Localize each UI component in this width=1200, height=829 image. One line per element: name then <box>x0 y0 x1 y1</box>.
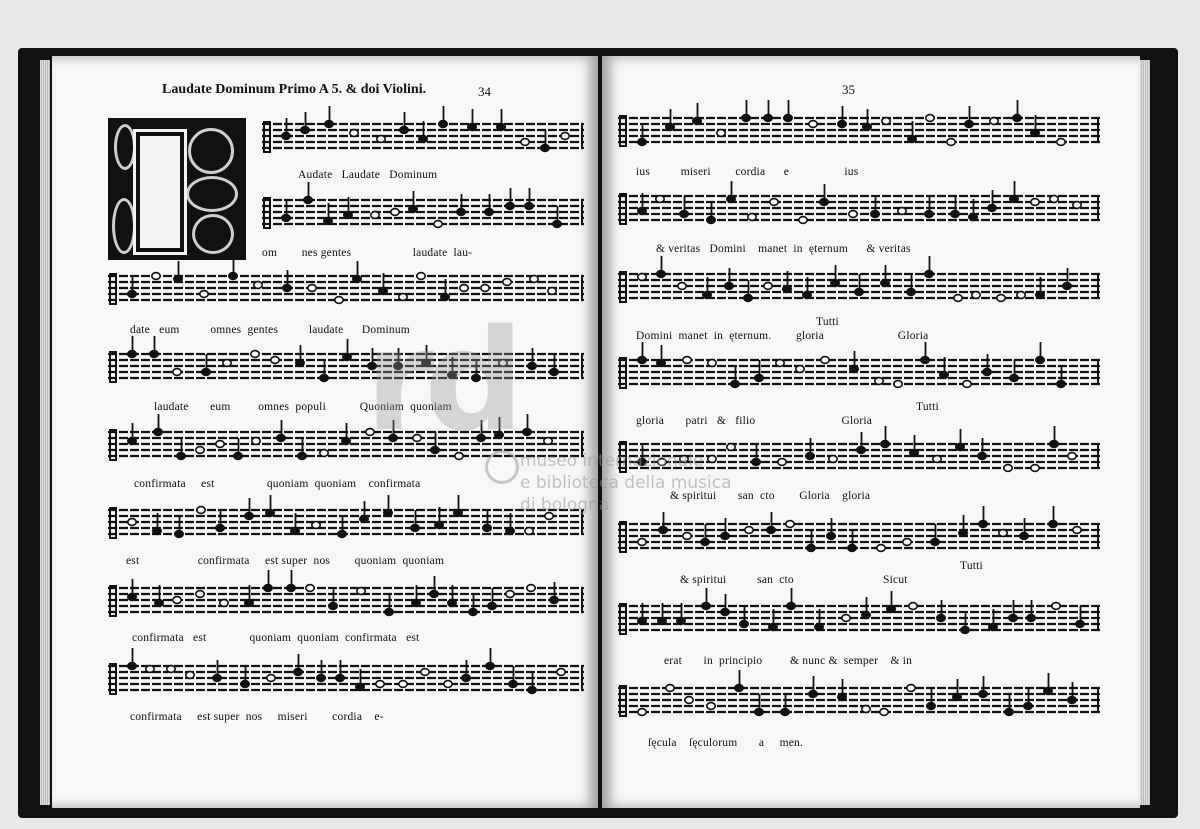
note-head <box>267 675 275 682</box>
lyric-line: confirmata est quoniam quoniam confirmata est <box>132 632 420 644</box>
music-staff <box>108 580 584 630</box>
note-head <box>821 357 829 364</box>
note-head <box>708 360 716 367</box>
note-head <box>173 597 181 604</box>
note-head <box>196 447 204 454</box>
note-head <box>399 681 407 688</box>
note-head <box>829 456 837 463</box>
watermark-line: e biblioteca della musica <box>520 473 732 493</box>
note-head <box>320 450 328 457</box>
note-head <box>963 381 971 388</box>
note-head <box>200 291 208 298</box>
note-head <box>954 295 962 302</box>
note-head <box>220 600 228 607</box>
lyric-line: & spiritui san cto Sicut <box>680 574 908 586</box>
note-head <box>444 681 452 688</box>
note-head <box>1031 465 1039 472</box>
note-head <box>683 533 691 540</box>
note-head <box>128 519 136 526</box>
music-staff <box>618 188 1100 238</box>
lyric-line: confirmata est quoniam quoniam confirmata <box>134 478 421 490</box>
note-head <box>371 212 379 219</box>
note-head <box>186 672 194 679</box>
lyric-line: Domini manet in ęternum. gloria Gloria <box>636 330 929 342</box>
note-head <box>561 133 569 140</box>
note-head <box>506 591 514 598</box>
lyric-line: confirmata est super nos miseri cordia e- <box>130 711 384 723</box>
note-head <box>666 685 674 692</box>
note-head <box>152 273 160 280</box>
lyric-line: om nes gentes laudate lau- <box>262 247 473 259</box>
note-head <box>862 706 870 713</box>
note-head <box>335 297 343 304</box>
watermark-logo: rd <box>365 300 515 463</box>
lyric-line: laudate eum omnes populi Quoniam quoniam <box>154 401 452 413</box>
note-head <box>717 130 725 137</box>
note-head <box>548 288 556 295</box>
note-head <box>421 669 429 676</box>
note-head <box>1073 527 1081 534</box>
note-head <box>764 283 772 290</box>
note-head <box>391 209 399 216</box>
note-head <box>898 208 906 215</box>
lyric-line: erat in principio & nunc & semper & in <box>664 655 913 667</box>
note-head <box>271 357 279 364</box>
note-head <box>849 211 857 218</box>
note-head <box>786 521 794 528</box>
music-staff <box>108 658 584 708</box>
music-staff <box>618 266 1100 316</box>
note-head <box>1068 453 1076 460</box>
note-head <box>146 666 154 673</box>
music-staff <box>108 502 584 552</box>
note-head <box>251 351 259 358</box>
note-head <box>678 283 686 290</box>
note-head <box>306 585 314 592</box>
lyric-line: & spiritui san cto Gloria gloria <box>670 490 871 502</box>
note-head <box>527 585 535 592</box>
tutti-marking: Tutti <box>916 401 939 413</box>
note-head <box>1073 202 1081 209</box>
note-head <box>999 530 1007 537</box>
note-head <box>308 285 316 292</box>
music-staff <box>618 598 1100 648</box>
note-head <box>894 381 902 388</box>
note-head <box>990 118 998 125</box>
lyric-line: date eum omnes gentes laudate Dominum <box>130 324 410 336</box>
note-head <box>778 459 786 466</box>
watermark-line: di bologna <box>520 495 610 515</box>
watermark-text <box>520 450 732 516</box>
note-head <box>196 591 204 598</box>
note-head <box>638 539 646 546</box>
right-page-edges <box>1140 60 1150 805</box>
music-staff <box>262 192 584 242</box>
note-head <box>357 588 365 595</box>
note-head <box>799 217 807 224</box>
note-head <box>707 703 715 710</box>
note-head <box>903 539 911 546</box>
note-head <box>776 360 784 367</box>
note-head <box>745 527 753 534</box>
note-head <box>530 276 538 283</box>
note-head <box>254 282 262 289</box>
lyric-line: Audate Laudate Dominum <box>298 169 438 181</box>
note-head <box>544 438 552 445</box>
page-number-right: 35 <box>842 82 855 97</box>
tutti-marking: Tutti <box>960 560 983 572</box>
note-head <box>350 130 358 137</box>
note-head <box>842 615 850 622</box>
lyric-line: gloria patri & filio Gloria <box>636 415 873 427</box>
note-head <box>882 118 890 125</box>
music-staff <box>618 680 1100 730</box>
lyric-line: ſęcula ſęculorum a men. <box>648 737 804 749</box>
lyric-line: est confirmata est super nos quoniam quoniam <box>126 555 445 567</box>
watermark-line: museo internazionale <box>520 451 704 471</box>
note-head <box>557 669 565 676</box>
music-staff <box>262 116 584 166</box>
watermark-emblem <box>485 450 519 484</box>
music-staff <box>618 352 1100 402</box>
music-staff <box>618 516 1100 566</box>
piece-title: Laudate Dominum Primo A 5. & doi Violini. <box>162 82 427 97</box>
note-head <box>460 285 468 292</box>
note-head <box>521 139 529 146</box>
note-head <box>434 221 442 228</box>
note-head <box>796 366 804 373</box>
page-number-left: 34 <box>478 84 491 99</box>
note-head <box>1052 603 1060 610</box>
note-head <box>1057 139 1065 146</box>
music-staff <box>618 110 1100 160</box>
note-head <box>167 666 175 673</box>
left-page-edges <box>40 60 50 805</box>
note-head <box>748 214 756 221</box>
note-head <box>252 438 260 445</box>
note-head <box>972 292 980 299</box>
note-head <box>638 274 646 281</box>
note-head <box>525 528 533 535</box>
note-head <box>417 273 425 280</box>
note-head <box>926 115 934 122</box>
note-head <box>223 360 231 367</box>
note-head <box>1050 196 1058 203</box>
note-head <box>638 709 646 716</box>
note-head <box>1017 292 1025 299</box>
lyric-line: & veritas Domini manet in ęternum & veritas <box>656 243 911 255</box>
note-head <box>503 279 511 286</box>
note-head <box>377 136 385 143</box>
note-head <box>683 357 691 364</box>
note-head <box>197 507 205 514</box>
note-head <box>907 685 915 692</box>
note-head <box>809 121 817 128</box>
note-head <box>880 709 888 716</box>
note-head <box>877 545 885 552</box>
decorated-initial-letter <box>108 118 246 260</box>
note-head <box>947 139 955 146</box>
note-head <box>875 378 883 385</box>
note-head <box>216 441 224 448</box>
note-head <box>685 697 693 704</box>
note-head <box>770 199 778 206</box>
note-head <box>997 295 1005 302</box>
lyric-line: ius miseri cordia e ius <box>636 166 859 178</box>
note-head <box>173 369 181 376</box>
tutti-marking: Tutti <box>816 316 839 328</box>
note-head <box>933 456 941 463</box>
note-head <box>376 681 384 688</box>
note-head <box>481 285 489 292</box>
note-head <box>1031 199 1039 206</box>
note-head <box>656 196 664 203</box>
note-head <box>1004 465 1012 472</box>
note-head <box>909 603 917 610</box>
note-head <box>312 522 320 529</box>
